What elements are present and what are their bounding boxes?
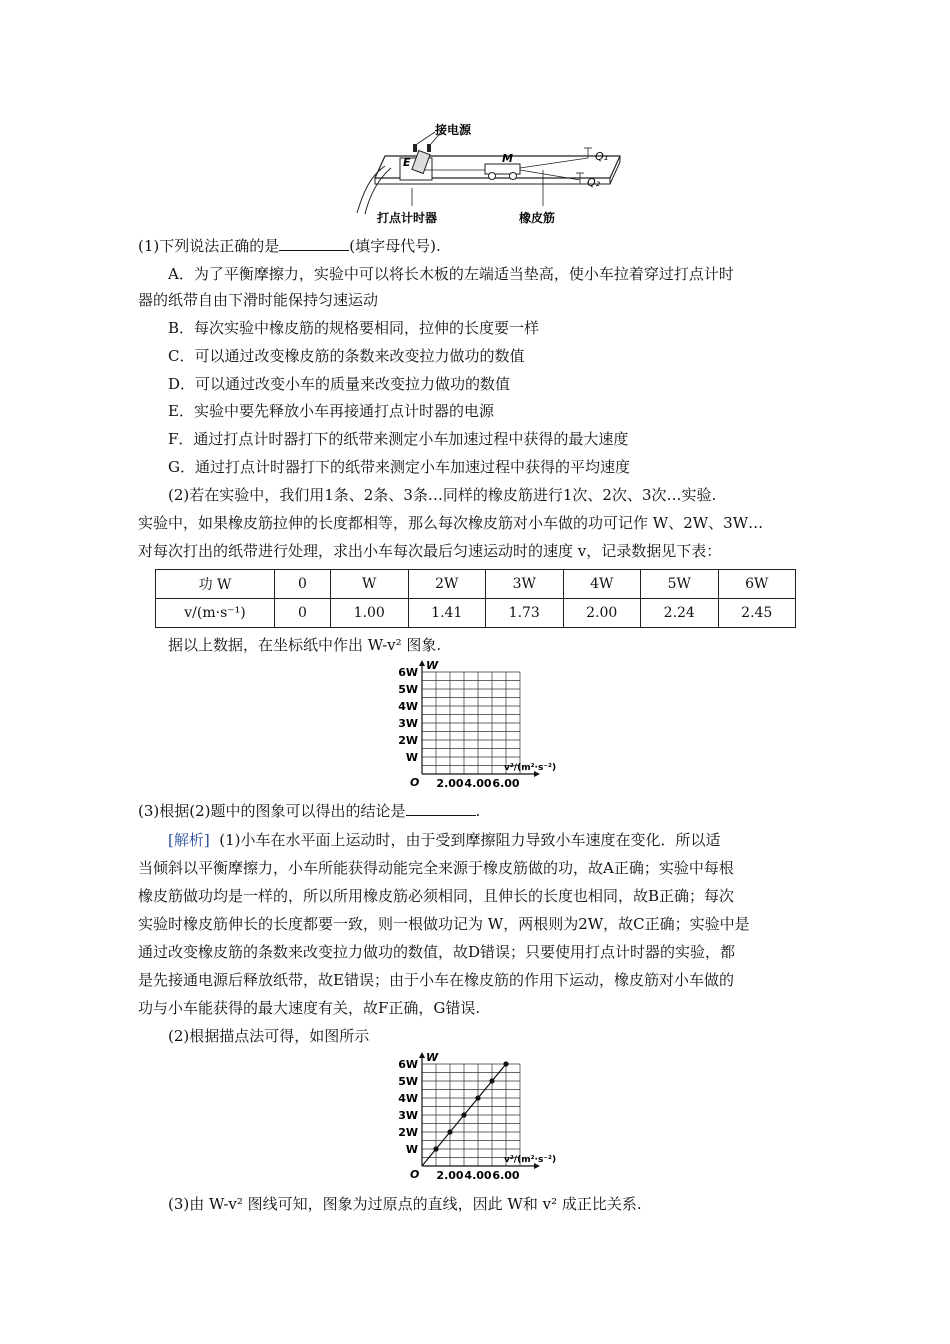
table-cell: 4W <box>563 570 641 599</box>
solution-tag: [解析] <box>168 831 210 849</box>
label-Q2: Q₂ <box>587 176 601 189</box>
y-tick-label: 4W <box>398 1092 418 1105</box>
q2-after: 据以上数据，在坐标纸中作出 W-v² 图象. <box>168 636 442 654</box>
x-tick-label: 2.00 <box>436 777 464 790</box>
label-M: M <box>502 152 513 165</box>
answer-blank <box>279 236 349 251</box>
y-tick-label: 2W <box>398 1126 418 1139</box>
table-cell: v/(m·s⁻¹) <box>156 599 275 628</box>
data-point <box>503 1061 508 1066</box>
label-timer: 打点计时器 <box>377 211 438 225</box>
solution-p1-line2: 当倾斜以平衡摩擦力，小车所能获得动能完全来源于橡皮筋做的功，故A正确；实验中每根 <box>138 859 734 877</box>
option-a-line1: A．为了平衡摩擦力，实验中可以将长木板的左端适当垫高，使小车拉着穿过打点计时 <box>168 265 734 283</box>
origin-label: O <box>410 776 420 789</box>
table-cell: 0 <box>275 599 331 628</box>
y-tick-label: W <box>405 1143 418 1156</box>
solution-p1-line1: [解析] (1)小车在水平面上运动时，由于受到摩擦阻力导致小车速度在变化．所以适 <box>168 831 721 849</box>
solution-p1-line3: 橡皮筋做功均是一样的，所以所用橡皮筋必须相同，且伸长的长度也相同，故B正确；每次 <box>138 887 735 905</box>
y-axis-label: W <box>426 659 439 672</box>
y-axis-label: W <box>426 1051 439 1064</box>
option-e: E．实验中要先释放小车再接通打点计时器的电源 <box>168 402 494 420</box>
q1-stem: (1)下列说法正确的是 (填字母代号). <box>138 237 441 255</box>
table-row-velocity <box>156 599 796 628</box>
y-axis-arrow <box>419 660 425 666</box>
y-tick-label: 3W <box>398 1109 418 1122</box>
q2-line2: 实验中，如果橡皮筋拉伸的长度都相等，那么每次橡皮筋对小车做的功可记作 W、2W、3W… <box>138 514 764 532</box>
apparatus-diagram <box>355 118 640 233</box>
table-cell: 2.45 <box>718 599 796 628</box>
solution-graph <box>388 1050 598 1186</box>
option-d: D．可以通过改变小车的质量来改变拉力做功的数值 <box>168 375 511 393</box>
table-cell: W <box>331 570 409 599</box>
x-tick-label: 2.00 <box>436 1169 464 1182</box>
label-power: 接电源 <box>435 123 472 137</box>
y-tick-label: 3W <box>398 717 418 730</box>
x-tick-label: 4.00 <box>464 777 492 790</box>
label-E: E <box>403 156 411 169</box>
y-tick-label: 6W <box>398 1058 418 1071</box>
origin-label: O <box>410 1168 420 1181</box>
solution-p1-line6: 是先接通电源后释放纸带，故E错误；由于小车在橡皮筋的作用下运动，橡皮筋对小车做的 <box>138 971 734 989</box>
table-cell: 2W <box>408 570 486 599</box>
option-b: B．每次实验中橡皮筋的规格要相同，拉伸的长度要一样 <box>168 319 540 337</box>
table-cell: 6W <box>718 570 796 599</box>
y-tick-label: 2W <box>398 734 418 747</box>
solution-p1-line7: 功与小车能获得的最大速度有关，故F正确，G错误. <box>138 999 481 1017</box>
table-cell: 5W <box>641 570 719 599</box>
data-table <box>155 569 796 628</box>
table-cell: 1.73 <box>486 599 564 628</box>
table-cell: 0 <box>275 570 331 599</box>
table-cell: 功 W <box>156 570 275 599</box>
x-tick-label: 4.00 <box>464 1169 492 1182</box>
solution-p1-line5: 通过改变橡皮筋的条数来改变拉力做功的数值，故D错误；只要使用打点计时器的实验，都 <box>138 943 736 961</box>
y-tick-label: W <box>405 751 418 764</box>
table-cell: 2.24 <box>641 599 719 628</box>
data-point <box>447 1129 452 1134</box>
x-axis-label: v²/(m²·s⁻²) <box>504 763 557 773</box>
option-a-line2: 器的纸带自由下滑时能保持匀速运动 <box>138 291 379 309</box>
table-cell: 3W <box>486 570 564 599</box>
solution-p2: (2)根据描点法可得，如图所示 <box>168 1027 370 1045</box>
y-axis-arrow <box>419 1052 425 1058</box>
data-point <box>489 1078 494 1083</box>
blank-graph <box>388 658 598 794</box>
q2-line1: (2)若在实验中，我们用1条、2条、3条…同样的橡皮筋进行1次、2次、3次…实验. <box>168 486 717 504</box>
data-point <box>461 1112 466 1117</box>
label-Q1: Q₁ <box>595 150 609 163</box>
option-c: C．可以通过改变橡皮筋的条数来改变拉力做功的数值 <box>168 347 525 365</box>
table-row-work <box>156 570 796 599</box>
x-tick-label: 6.00 <box>492 777 520 790</box>
data-point <box>475 1095 480 1100</box>
table-cell: 2.00 <box>563 599 641 628</box>
y-tick-label: 5W <box>398 683 418 696</box>
answer-blank <box>406 801 476 816</box>
y-tick-label: 6W <box>398 666 418 679</box>
y-tick-label: 5W <box>398 1075 418 1088</box>
option-g: G．通过打点计时器打下的纸带来测定小车加速过程中获得的平均速度 <box>168 458 630 476</box>
data-point <box>433 1146 438 1151</box>
solution-p1-line4: 实验时橡皮筋伸长的长度都要一致，则一根做功记为 W，两根则为2W，故C正确；实验中是 <box>138 915 750 933</box>
x-tick-label: 6.00 <box>492 1169 520 1182</box>
x-axis-label: v²/(m²·s⁻²) <box>504 1155 557 1165</box>
solution-p3: (3)由 W-v² 图线可知，图象为过原点的直线，因此 W和 v² 成正比关系. <box>168 1195 642 1213</box>
table-cell: 1.00 <box>331 599 409 628</box>
table-cell: 1.41 <box>408 599 486 628</box>
q3-stem: (3)根据(2)题中的图象可以得出的结论是 . <box>138 802 481 820</box>
q2-line3: 对每次打出的纸带进行处理，求出小车每次最后匀速运动时的速度 v，记录数据见下表： <box>138 542 722 560</box>
label-band: 橡皮筋 <box>519 211 556 225</box>
option-f: F．通过打点计时器打下的纸带来测定小车加速过程中获得的最大速度 <box>168 430 629 448</box>
y-tick-label: 4W <box>398 700 418 713</box>
